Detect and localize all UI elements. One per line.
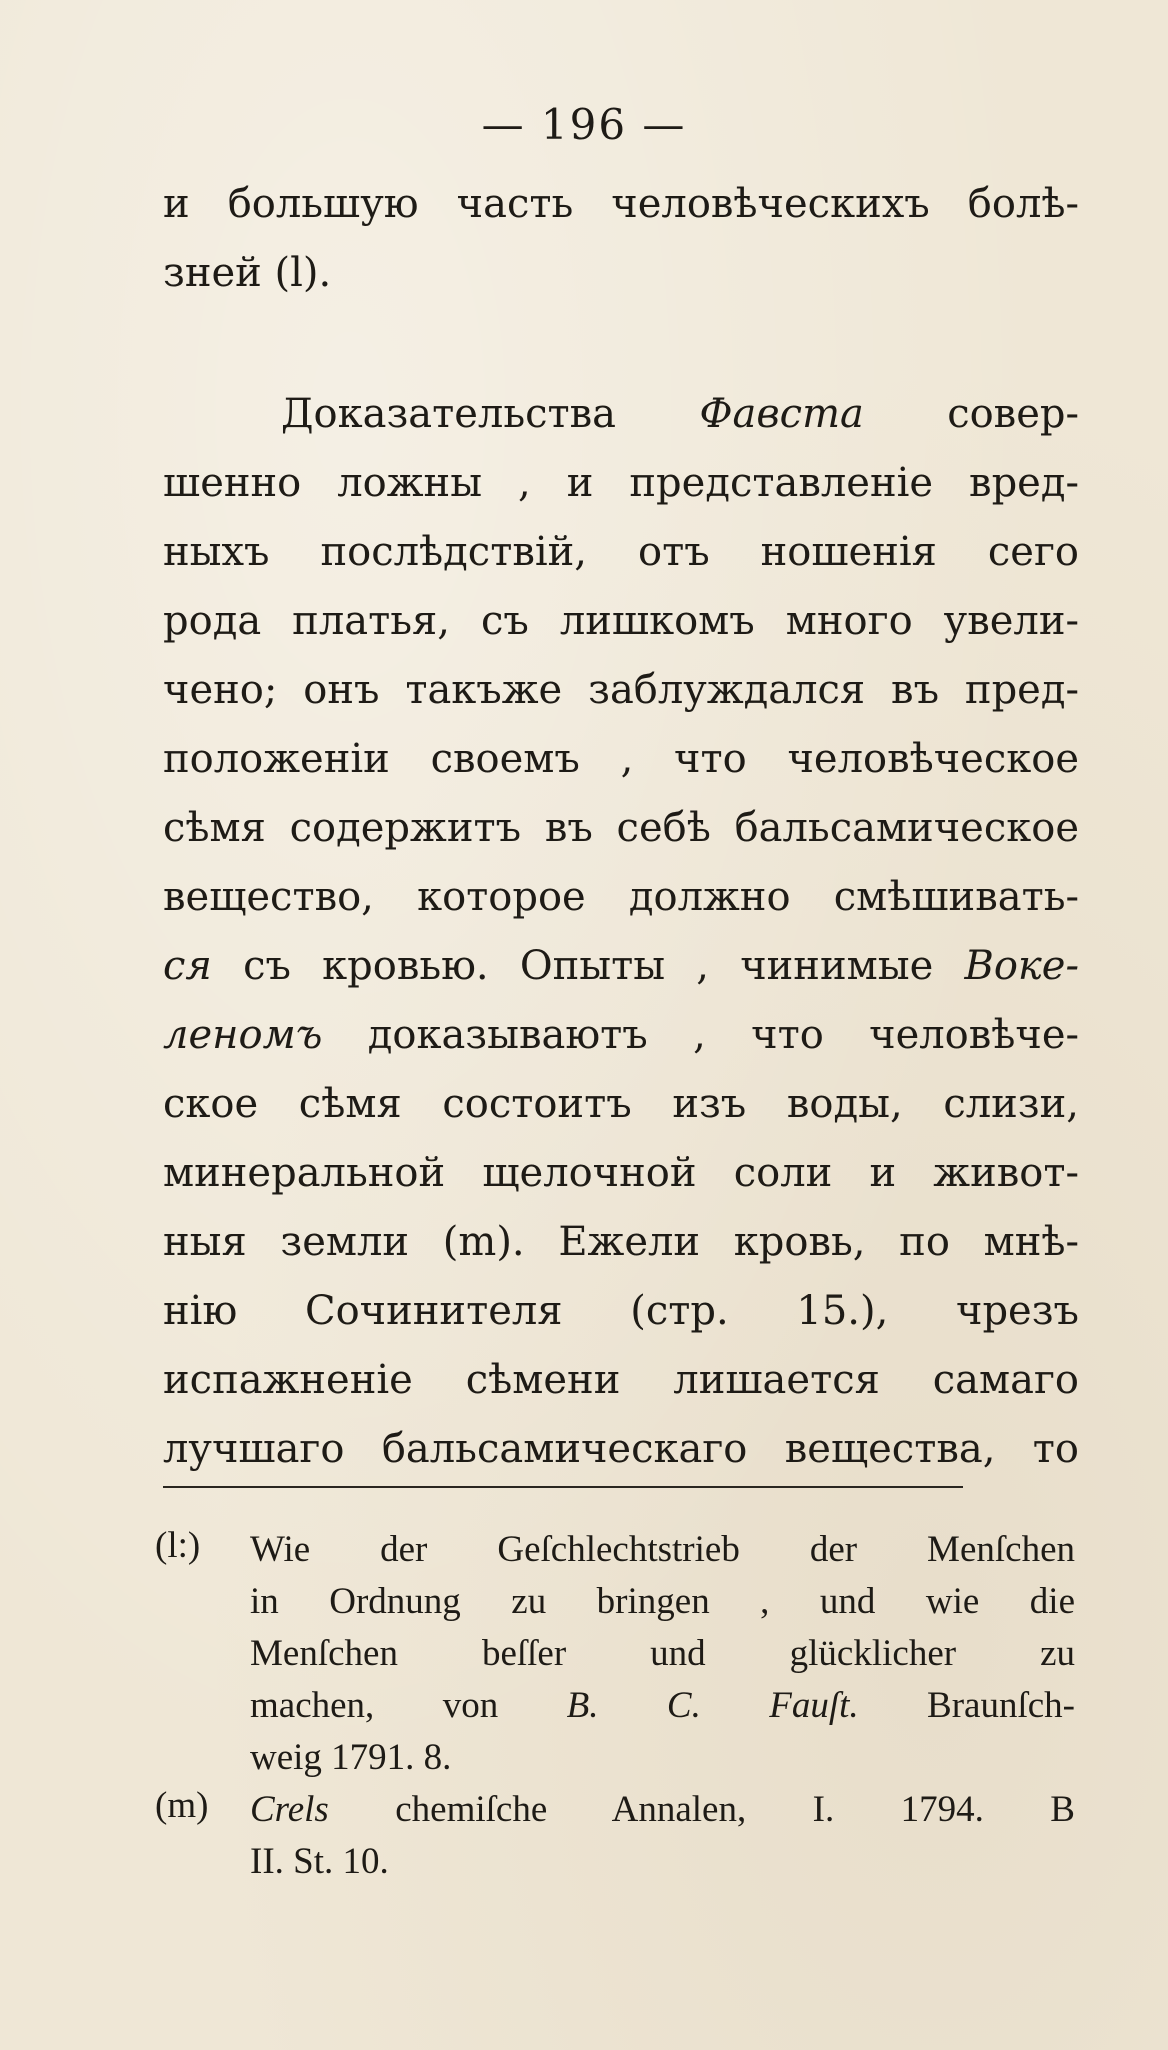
- text-line: ское сѣмя состоитъ изъ воды, слизи,: [163, 1081, 1079, 1127]
- text-line: испажненіе сѣмени лишается самаго: [163, 1357, 1079, 1403]
- footnote-line: weig 1791. 8.: [250, 1737, 452, 1778]
- footnote-line: Menſchen beſſer und glücklicher zu: [250, 1633, 1075, 1674]
- italic-name: Фавста: [699, 391, 864, 437]
- italic-name: леномъ: [163, 1012, 323, 1058]
- footnote-line: in Ordnung zu bringen , und wie die: [250, 1581, 1075, 1622]
- text-line: [163, 380, 1079, 449]
- text-span: Braunſch-: [858, 1685, 1075, 1726]
- text-line: [163, 1001, 1079, 1070]
- text-line: и большую часть человѣческихъ болѣ-: [163, 181, 1079, 227]
- text-line: рода платья, съ лишкомъ много увели-: [163, 598, 1079, 644]
- text-line: зней (l).: [163, 250, 332, 296]
- footnote-body: [250, 1784, 1075, 1888]
- body-text: [163, 170, 1079, 1484]
- text-line: чено; онъ такъже заблуждался въ пред-: [163, 667, 1079, 713]
- text-span: совер-: [863, 391, 1079, 437]
- paragraph-gap: [163, 308, 1079, 380]
- text-span: доказываютъ , что человѣче-: [322, 1012, 1079, 1058]
- text-line: [163, 932, 1079, 1001]
- footnote-rule: [163, 1486, 963, 1488]
- footnotes: [155, 1524, 1075, 1888]
- italic-name: B. C. Fauſt.: [566, 1685, 859, 1726]
- footnote-m: [155, 1784, 1075, 1888]
- text-line: ныхъ послѣдствій, отъ ношенія сего: [163, 529, 1079, 575]
- text-line: минеральной щелочной соли и живот-: [163, 1150, 1079, 1196]
- footnote-body: [250, 1524, 1075, 1784]
- footnote-marker: (m): [155, 1785, 209, 1826]
- text-span: machen, von: [250, 1685, 567, 1726]
- text-line: сѣмя содержитъ въ себѣ бальсамическое: [163, 805, 1079, 851]
- footnote-marker: (l:): [155, 1525, 201, 1566]
- text-line: вещество, которое должно смѣшивать-: [163, 874, 1079, 920]
- footnote-line: II. St. 10.: [250, 1841, 389, 1882]
- italic-name: Воке-: [964, 943, 1079, 989]
- italic-text: ся: [163, 943, 212, 989]
- text-line: ныя земли (m). Ежели кровь, по мнѣ-: [163, 1219, 1079, 1265]
- footnote-line: [250, 1784, 1075, 1836]
- text-line: положеніи своемъ , что человѣческое: [163, 736, 1079, 782]
- text-line: лучшаго бальсамическаго вещества, то: [163, 1426, 1079, 1472]
- page-number: — 196 —: [481, 100, 687, 149]
- text-line: нію Сочинителя (стр. 15.), чрезъ: [163, 1288, 1079, 1334]
- text-span: Доказательства: [281, 391, 700, 437]
- footnote-line: Wie der Geſchlechtstrieb der Menſchen: [250, 1529, 1075, 1570]
- italic-name: Crels: [250, 1789, 329, 1830]
- text-span: chemiſche Annalen, I. 1794. B: [328, 1789, 1075, 1830]
- text-line: шенно ложны , и представленіе вред-: [163, 460, 1079, 506]
- footnote-l: [155, 1524, 1075, 1784]
- footnote-line: [250, 1680, 1075, 1732]
- text-span: съ кровью. Опыты , чинимые: [211, 943, 965, 989]
